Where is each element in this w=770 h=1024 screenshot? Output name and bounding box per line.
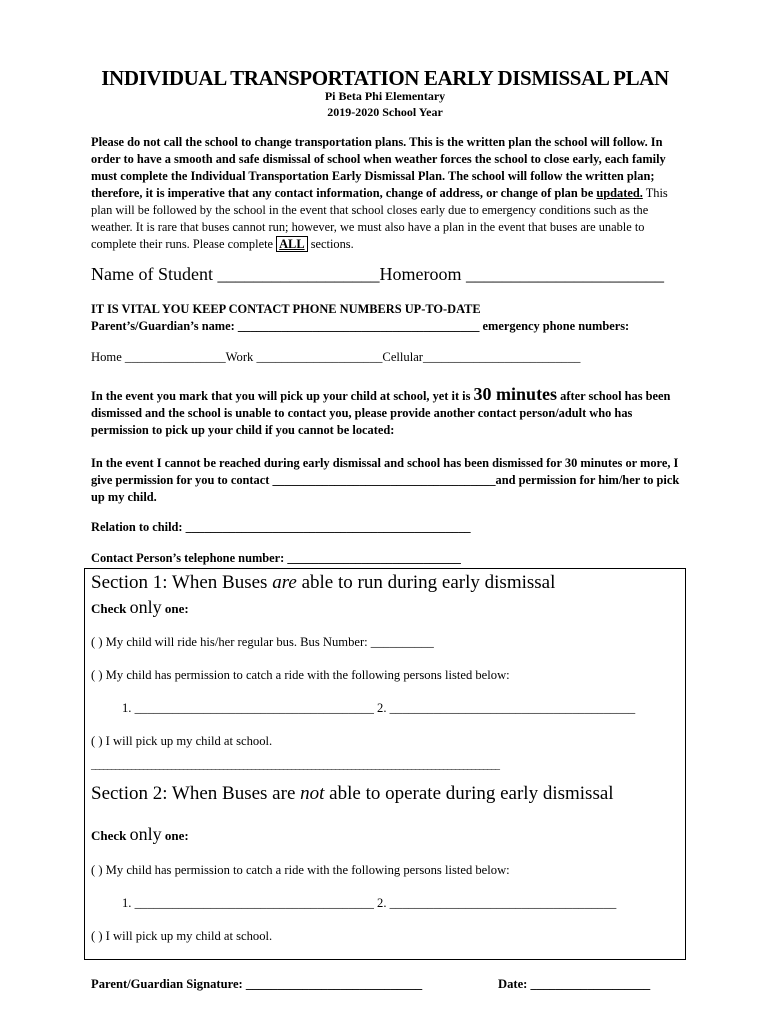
thirty-minutes-text: 30 minutes (473, 384, 558, 404)
section1-option-bus[interactable]: ( ) My child will ride his/her regular bus. Bus Number: __________ (91, 635, 434, 649)
intro-bold-text: Please do not call the school to change transportation plans. This is the written plan the school will follow. In order to have a smooth and safe dismissal of school when weather forces the school to close early, each family must complete the Individual Transportation Early Dismissal Plan. The school will follow the written plan; therefore, it is imperative that any contact information, change of address, or change of plan be (91, 135, 666, 200)
check-a: Check (91, 828, 130, 843)
student-homeroom-line[interactable]: Name of Student __________________Homeroom ______________________ (91, 264, 664, 284)
intro-regular-text: This plan will be followed by the school in the event that school closes early due to emergency conditions such as the weather. It is rare that buses cannot run; however, we must also have a plan in the event that buses are unable to complete their runs. Please complete (91, 186, 668, 251)
check-b: one: (161, 828, 189, 843)
check-only-word: only (129, 597, 162, 617)
parent-name-line[interactable]: Parent’s/Guardian’s name: _______________________________________ emergency phone numbers: (91, 319, 630, 333)
section1-check-only (91, 597, 189, 618)
pickup-text-2: after school has been dismissed and the school is unable to contact you, please provide another contact person/adult who has permission to pick up your child if you cannot be located: (91, 389, 671, 437)
section1-option-ride[interactable]: ( ) My child has permission to catch a ride with the following persons listed below: (91, 668, 510, 682)
section1-persons-line[interactable]: 1. ______________________________________ 2. _______________________________________ (122, 701, 636, 715)
signature-line[interactable]: Parent/Guardian Signature: ____________________________ (91, 977, 423, 991)
date-line[interactable]: Date: ___________________ (498, 977, 651, 991)
section1-option-pickup[interactable]: ( ) I will pick up my child at school. (91, 734, 273, 748)
pickup-paragraph (91, 386, 691, 439)
section-divider: ______________________________________________________________________________________________________ (91, 760, 499, 771)
intro-end-text: sections. (307, 237, 354, 251)
check-b: one: (161, 601, 189, 616)
section1-heading-em: are (272, 572, 297, 593)
section2-heading-em: not (300, 783, 325, 804)
section2-check-only (91, 824, 189, 845)
pickup-text-1: In the event you mark that you will pick up your child at school, yet it is (91, 389, 474, 403)
school-year: 2019-2020 School Year (327, 105, 443, 119)
section2-persons-line[interactable]: 1. ______________________________________ 2. ____________________________________ (122, 896, 617, 910)
school-name: Pi Beta Phi Elementary (324, 89, 446, 103)
section2-heading (91, 783, 614, 805)
permission-paragraph[interactable]: In the event I cannot be reached during early dismissal and school has been dismissed for 30 minutes or more, I give permission for you to contact ____________________________________and permission for him/her to pick up my child. (91, 456, 680, 504)
section2-option-pickup[interactable]: ( ) I will pick up my child at school. (91, 929, 273, 943)
form-title: INDIVIDUAL TRANSPORTATION EARLY DISMISSAL PLAN (101, 66, 669, 90)
all-word-box: ALL (276, 236, 307, 252)
check-only-word: only (129, 824, 162, 844)
section1-heading (91, 572, 555, 594)
vital-notice: IT IS VITAL YOU KEEP CONTACT PHONE NUMBERS UP-TO-DATE (91, 302, 481, 316)
check-a: Check (91, 601, 130, 616)
section1-heading-b: able to run during early dismissal (296, 572, 556, 593)
section2-heading-b: able to operate during early dismissal (324, 783, 614, 804)
relation-line[interactable]: Relation to child: ______________________________________________ (91, 520, 471, 534)
intro-updated-word: updated. (596, 186, 643, 200)
intro-paragraph (91, 134, 691, 253)
section2-option-ride[interactable]: ( ) My child has permission to catch a ride with the following persons listed below: (91, 863, 510, 877)
phone-numbers-line[interactable]: Home ________________Work ____________________Cellular_________________________ (91, 350, 581, 364)
contact-phone-line[interactable]: Contact Person’s telephone number: ____________________________ (91, 551, 461, 565)
section1-heading-a: Section 1: When Buses (91, 572, 273, 593)
section2-heading-a: Section 2: When Buses are (91, 783, 301, 804)
